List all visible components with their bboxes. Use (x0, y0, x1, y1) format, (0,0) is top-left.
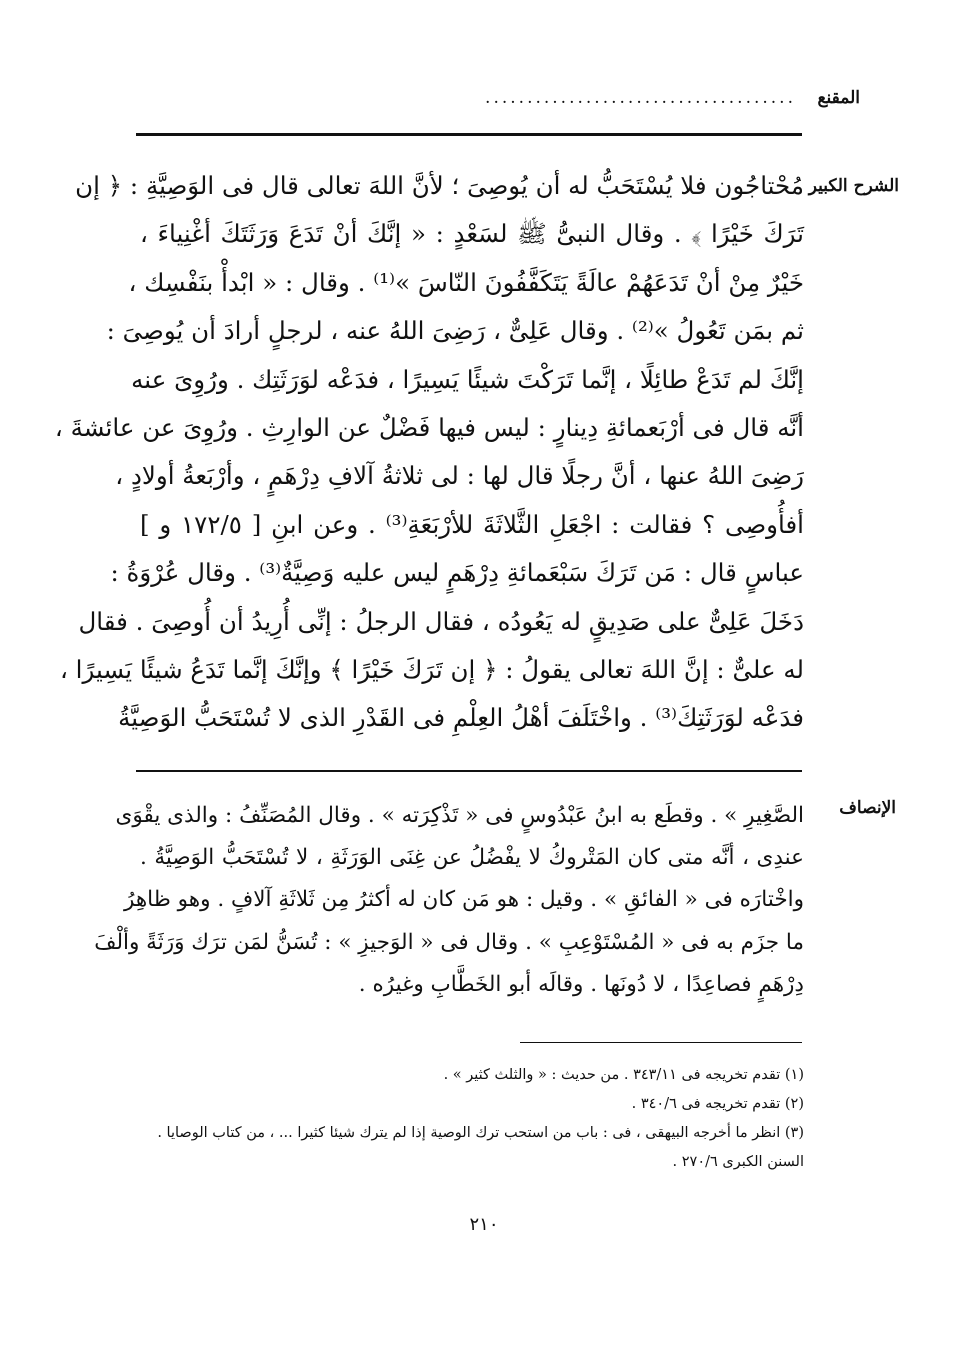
footnote: (٢) تقدم تخريجه فى ٣٤٠/٦ . (631, 1096, 804, 1112)
running-head-leader: ..................................... (485, 88, 796, 108)
running-head-title: المقنع (817, 88, 860, 108)
insaf-line: عندِى ، أنَّه متى كان المَتْروكُ لا يفْضُلُ عن غِنَى الوَرَثَةِ ، لا تُسْتَحَبُّ الوَصِيَّةُ . (140, 845, 804, 871)
sharh-line: عباسٍ قال : مَن تَرَكَ سَبْعَمائةِ دِرْهَمٍ ليس عليه وَصِيَّةٌ⁽³⁾ . وقال عُرْوَةُ : (110, 558, 804, 588)
insaf-line: دِرْهَمٍ فصاعِدًا ، لا دُونَها . وقالَه أبو الخَطَّابِ وغيرُه . (358, 971, 804, 997)
page-number: ٢١٠ (469, 1214, 499, 1235)
sharh-line: ثم بمَن تَعُولُ »⁽²⁾ . وقال عَلِىٌّ ، رَضِىَ اللهُ عنه ، لرجلٍ أرادَ أن يُوصِىَ : (106, 316, 804, 346)
footnote: (١) تقدم تخريجه فى ٣٤٣/١١ . من حديث : « والثلث كثير » . (443, 1067, 804, 1083)
sharh-line: إنَّكَ لم تَدَعْ طائِلًا ، إنَّما تَرَكْتَ شيئًا يَسِيرًا ، فدَعْه لوَرَثَتِك . ورُوِىَ عنه (131, 364, 804, 394)
sharh-line: خَيْرٌ مِنْ أنْ تَدَعَهُمْ عالَةً يَتَكَفَّفُونَ النّاسَ »⁽¹⁾ . وقال : « ابْدأْ بنَفْسِك ، (128, 267, 804, 297)
sharh-line: دَخَلَ عَلِىٌّ على صَدِيقٍ له يَعُودُه ، فقال الرجلُ : إنِّى أُرِيدُ أن أُوصِىَ . فقال (78, 606, 804, 636)
sharh-line: رَضِىَ اللهُ عنها ، أنَّ رجلًا قال لها : لى ثلاثةُ آلافِ دِرْهَمٍ ، وأرْبَعةُ أولادٍ ، (115, 461, 804, 491)
section-label-insaf: الإنصاف (839, 798, 896, 818)
sharh-line: له علىٌّ : إنَّ اللهَ تعالى يقولُ : ﴿ إن تَرَكَ خَيْرًا ﴾ وإنَّكَ إنَّما تَدَعُ شيئًا يَسِيرًا ، (59, 654, 804, 684)
insaf-line: ما جزَم به فى « المُسْتَوْعِبِ » . وقال فى « الوَجيزِ » : تُسَنُّ لمَن ترَك وَرَثَةً وألْفَ (94, 929, 804, 955)
sharh-line: أفأُوصِى ؟ فقالت : اجْعَلِ الثَّلاثَةَ للأرْبَعَةِ⁽³⁾ . وعن ابنِ [ ١٧٢/٥ و ] (140, 509, 804, 539)
insaf-line: واخْتارَه فى « الفائقِ » . وقيل : هو مَن كان له أكثرُ مِن ثَلاثَةِ آلافٍ . وهو ظاهِرُ (123, 887, 804, 913)
sharh-text-block (54, 162, 804, 743)
sharh-line: مُحْتاجُون فلا يُسْتَحَبُّ له أن يُوصِىَ ؛ لأنَّ اللهَ تعالى قال فى الوَصِيَّةِ : ﴿ إن (75, 171, 804, 200)
footnote-rule (520, 1042, 802, 1043)
sharh-line: تَرَكَ خَيْرًا ﴾ . وقال النبىُّ ﷺ لسَعْدٍ : « إنَّكَ أنْ تَدَعَ وَرَثَتَكَ أغْنِياءَ ، (140, 219, 804, 249)
footnote: (٣) انظر ما أخرجه البيهقى ، فى : باب من استحب ترك الوصية إذا لم يترك شيئا كثيرا ... ، من كتاب الوصايا . (157, 1125, 804, 1141)
header-rule (136, 133, 802, 136)
footnotes-block (140, 1061, 804, 1177)
sharh-line: فدَعْه لوَرَثَتِكَ⁽³⁾ . واخْتَلَفَ أهْلُ العِلْمِ فى القَدْرِ الذى لا تُسْتَحَبُّ الوَصِيَّةُ (118, 703, 804, 733)
footnote: السنن الكبرى ٢٧٠/٦ . (672, 1154, 804, 1170)
section-divider (136, 770, 802, 772)
insaf-line: الصَّغِيرِ » . وقطَع به ابنُ عَبْدُوسٍ فى « تَذْكِرَته » . وقال المُصَنِّفُ : والذى يقْوَى (115, 803, 804, 828)
section-label-sharh: الشرح الكبير (808, 176, 899, 196)
insaf-text-block (94, 795, 804, 1006)
sharh-line: أنَّه قال فى أرْبَعمائةِ دِينارٍ : ليس فيها فَضْلٌ عن الوارِثِ . ورُوِىَ عن عائشةَ ، (54, 412, 804, 442)
